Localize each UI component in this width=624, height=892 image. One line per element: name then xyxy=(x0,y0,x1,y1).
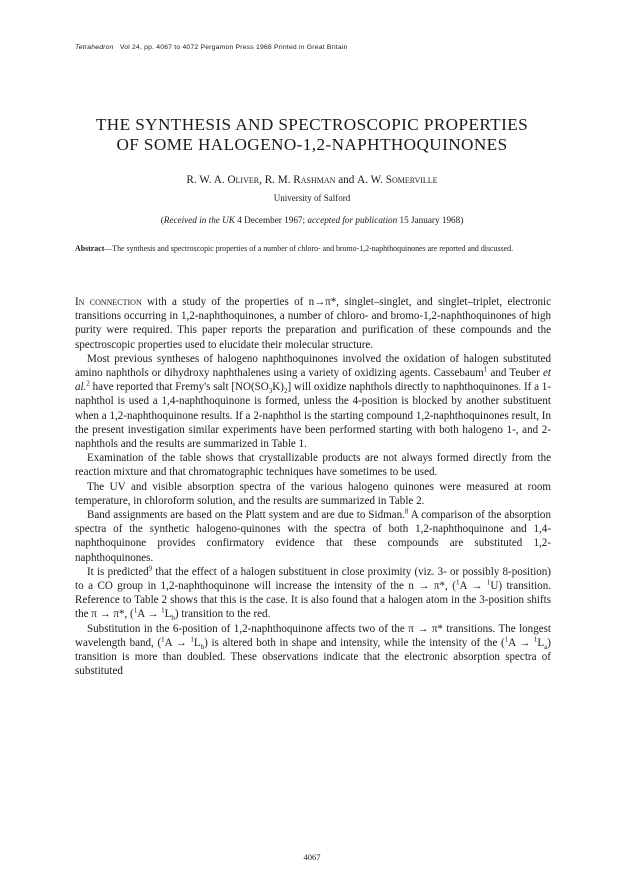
title-line-1: THE SYNTHESIS AND SPECTROSCOPIC PROPERTIES xyxy=(95,115,529,134)
text-run: A → xyxy=(137,608,162,621)
text-run: with a study of the properties of n→π*, singlet–singlet, and singlet–triplet, electronic transitions occurring in 1,2-naphthoquinones, a number of chloro- and bromo-1,2-naphthoquinones of high purity were required. This paper reports the preparation and purification of these compounds and the spectroscopic properties used to elucidate their molecular structure. xyxy=(75,296,551,351)
text-run: ) is altered both in shape and intensity, while the intensity of the ( xyxy=(204,636,505,649)
text-run: A comparison of the absorption spectra of the synthetic halogeno-quinones with the spectra of both 1,2-naphthoquinone and 1,4-naphthoquinone provides confirmatory evidence that these compounds are substituted 1,2-naphthoquinones. xyxy=(75,509,551,564)
paragraph-2 xyxy=(75,352,551,451)
received-line xyxy=(0,215,624,225)
text-run: Most previous syntheses of halogeno naphthoquinones involved the oxidation of halogen substituted amino naphthols or dihydroxy naphthalenes using a variety of oxidizing agents. Cassebaum xyxy=(75,352,551,380)
accepted-label: accepted for publication xyxy=(307,215,398,225)
accepted-date: 15 January 1968) xyxy=(397,215,464,225)
text-run: It is predicted xyxy=(87,565,149,578)
citation-ref: 1 xyxy=(483,365,488,374)
text-run: ) transition to the red. xyxy=(174,608,271,621)
abstract-text: —The synthesis and spectroscopic properties of a number of chloro- and bromo-1,2-naphthoquinones are reported and discussed. xyxy=(104,244,514,253)
author-list xyxy=(0,174,624,186)
superscript: 1 xyxy=(161,635,165,644)
received-label: Received in the UK xyxy=(163,215,235,225)
paragraph-3: Examination of the table shows that crystallizable products are not always formed directly from the reaction mixture and that chromatographic techniques have sometimes to be used. xyxy=(75,452,551,479)
text-run: A → xyxy=(164,636,191,649)
text-run: L xyxy=(164,608,172,621)
received-date: 4 December 1967; xyxy=(234,215,308,225)
author-1: R. W. A. Oliver xyxy=(186,174,260,186)
citation-ref: 9 xyxy=(148,564,153,573)
text-run: have reported that Fremy's salt [NO(SO xyxy=(89,381,269,394)
paragraph-1 xyxy=(75,295,551,352)
paren: ( xyxy=(160,215,164,225)
text-run: and Teuber xyxy=(487,367,544,380)
text-run: K) xyxy=(272,381,284,394)
text-run: ] will oxidize naphthols directly to naphthoquinones. If a 1-naphthol is used a 1,4-naphthoquinone is formed, unless the 4-position is blocked by another substituent when a 1,2-naphthoquinone results. If a 2-naphthol is the starting compound 1,2-naphthoquinones result, In the present investigation similar experiments have been performed starting with both halogeno 1-, and 2-naphthols and the results are summarized in Table 1. xyxy=(75,381,551,451)
author-separator: , xyxy=(259,174,265,186)
text-run: L xyxy=(537,636,545,649)
lead-in: In connection xyxy=(75,296,142,308)
text-run: Substitution in the 6-position of 1,2-naphthoquinone affects two of the π → π* transitions. The longest wavelength band, ( xyxy=(75,622,551,649)
subscript: 2 xyxy=(283,387,288,396)
citation-ref: 8 xyxy=(404,507,409,516)
paragraph-4: The UV and visible absorption spectra of the various halogeno quinones were measured at room temperature, in chloroform solution, and the results are summarized in Table 2. xyxy=(75,480,551,507)
volume-details: Vol 24, pp. 4067 to 4072 Pergamon Press 1968 Printed in Great Britain xyxy=(119,44,348,51)
superscript: 1 xyxy=(486,578,491,587)
superscript: 1 xyxy=(161,606,165,615)
superscript: 1 xyxy=(504,635,509,644)
paragraph-6 xyxy=(75,565,551,622)
text-run: A → xyxy=(459,580,487,593)
text-run: A → xyxy=(508,636,534,649)
affiliation: University of Salford xyxy=(273,193,351,203)
text-run: Band assignments are based on the Platt system and are due to Sidman. xyxy=(87,509,405,522)
text-run: that the effect of a halogen substituent in close proximity (viz. 3- or possibly 8-position) to a CO group in 1,2-naphthoquinone will increase the intensity of the n → π*, ( xyxy=(75,565,551,593)
author-3: A. W. Somerville xyxy=(357,174,438,186)
page-number: 4067 xyxy=(303,852,321,862)
title-line-2: OF SOME HALOGENO-1,2-NAPHTHOQUINONES xyxy=(116,135,508,154)
citation-ref: 2 xyxy=(86,379,90,388)
author-2: R. M. Rashman xyxy=(264,174,336,186)
abstract-label: Abstract xyxy=(75,244,105,253)
journal-name: Tetrahedron xyxy=(75,44,114,51)
text-run: L xyxy=(193,636,201,649)
subscript: b xyxy=(171,614,175,623)
paragraph-5 xyxy=(75,508,551,565)
superscript: 1 xyxy=(533,635,538,644)
superscript: 1 xyxy=(190,635,194,644)
body-text xyxy=(75,295,551,678)
superscript: 1 xyxy=(133,606,138,615)
running-head xyxy=(75,44,348,51)
paragraph-7 xyxy=(75,622,551,679)
subscript: a xyxy=(544,643,548,652)
author-separator: and xyxy=(335,174,358,186)
text-run: U) transition. Reference to Table 2 shows that this is the case. It is also found that a halogen atom in the 3-position shifts the π → π*, ( xyxy=(75,580,551,621)
abstract xyxy=(75,243,551,255)
subscript: 3 xyxy=(268,387,273,396)
superscript: 1 xyxy=(455,578,460,587)
et-al: et al. xyxy=(75,367,551,394)
subscript: b xyxy=(200,643,205,652)
text-run: ) transition is more than doubled. These observations indicate that the electronic absorption spectra of substituted xyxy=(75,636,551,678)
